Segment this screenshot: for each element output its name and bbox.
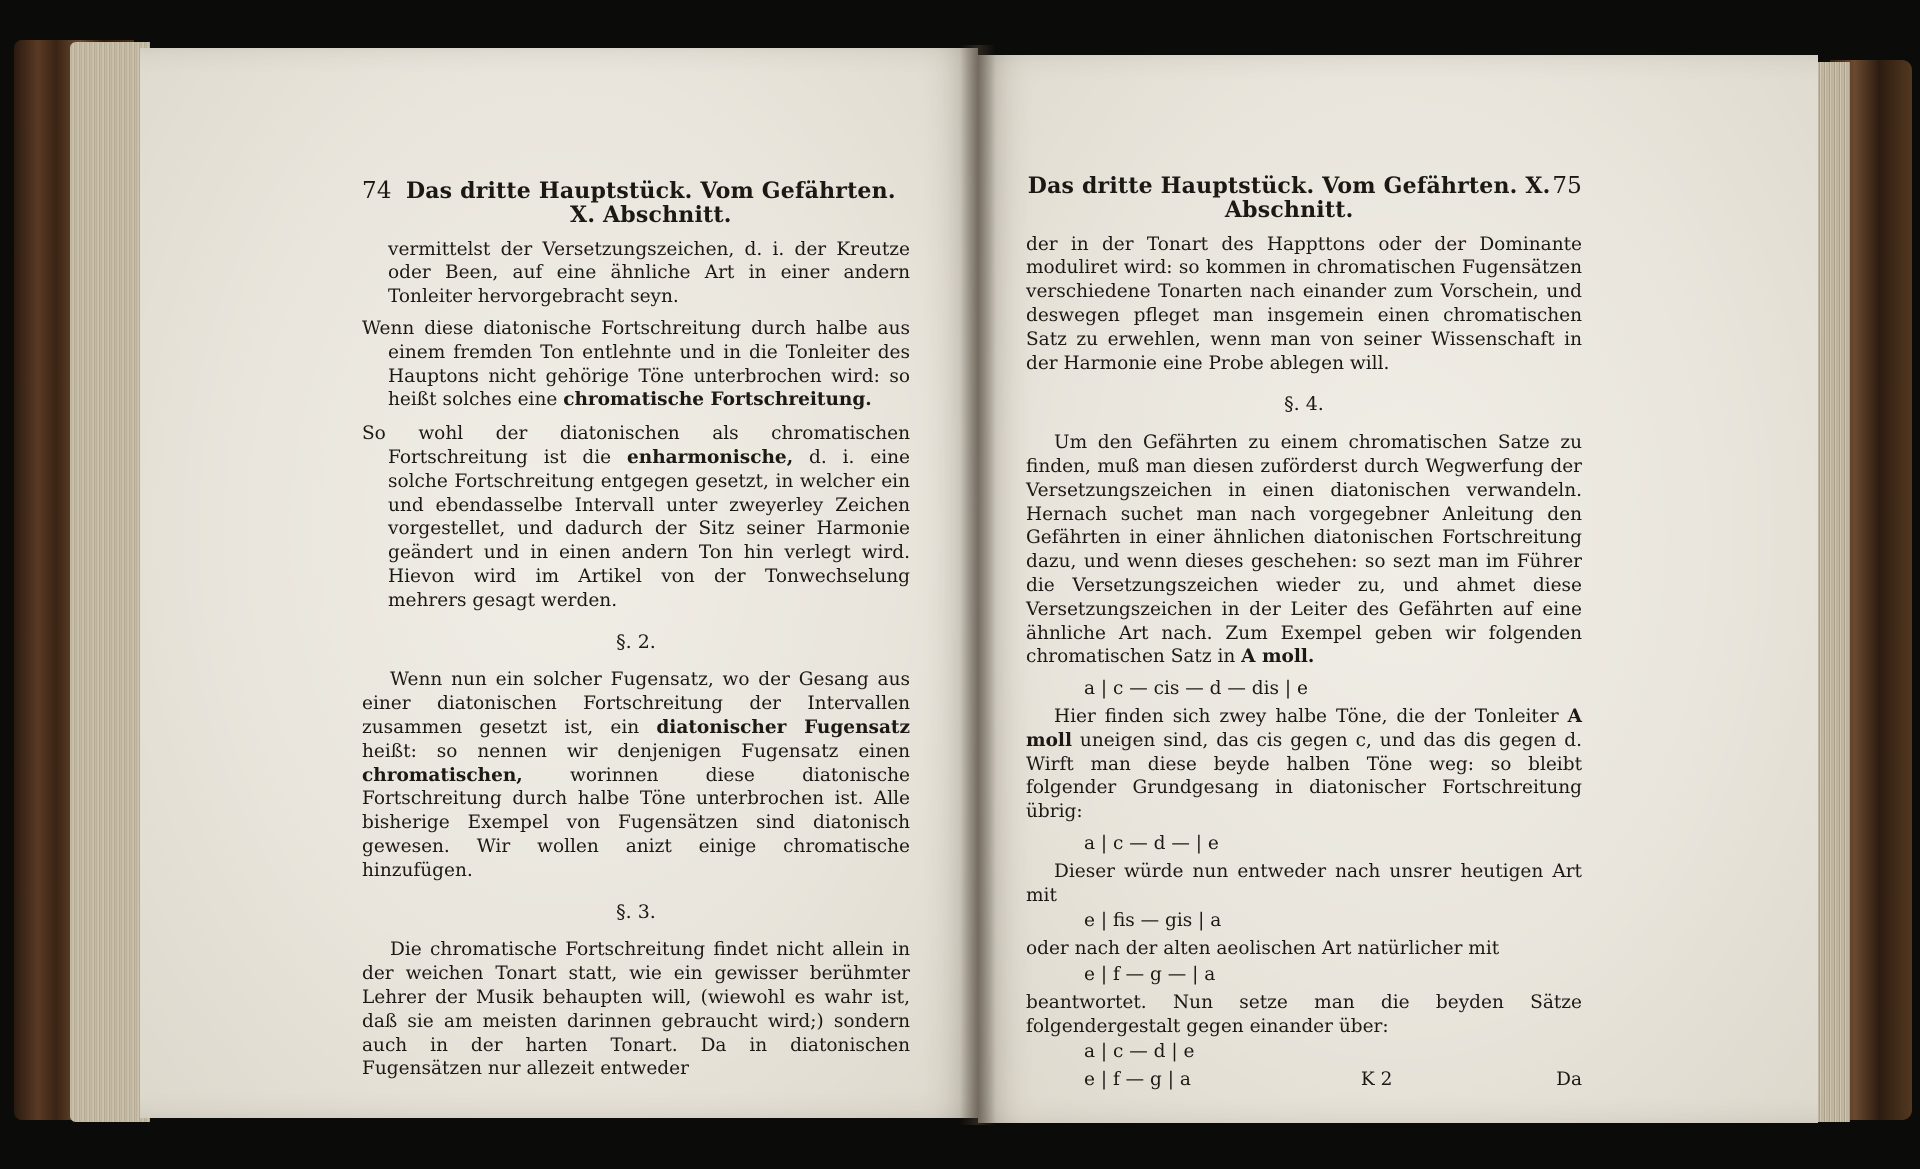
right-paragraph-2 (1026, 431, 1582, 669)
left-paragraph-5: Die chromatische Fortschreitung findet nicht allein in der weichen Tonart statt, wie ein gewisser berühmter Lehrer der Musik behaupten will, (wiewohl es wahr ist, daß sie am meisten darinnen gebraucht wird;) sondern auch in der harten Tonart. Da in diatonischen Fugensätzen nur allezeit entweder (362, 939, 910, 1080)
scale-example-3: e | fis — gis | a (1084, 910, 1222, 932)
scale-example-5: a | c — d | e (1084, 1041, 1195, 1063)
left-paragraph-4-text-b: heißt: so nennen wir denjenigen Fugensatz einen (362, 740, 910, 762)
catchword: Da (1556, 1069, 1582, 1091)
left-running-head (362, 180, 910, 228)
section-2-heading: §. 2. (616, 630, 656, 653)
left-page-text (362, 180, 910, 1089)
term-diatonischer-fugensatz: diatonischer Fugensatz (656, 716, 910, 738)
left-paragraph-2-text: Wenn diese diatonische Fortschreitung durch halbe aus einem fremden Ton entlehnte und in die Tonleiter des Hauptons nicht gehörige Töne unterbrochen wird: so heißt solches eine (362, 317, 910, 411)
left-page-number: 74 (362, 178, 392, 204)
left-paragraph-4 (362, 668, 910, 882)
scale-example-1: a | c — cis — d — dis | e (1084, 678, 1308, 700)
scale-example-6: e | f — g | a (1084, 1069, 1191, 1091)
term-a-moll-2: A moll (1026, 705, 1582, 751)
left-paragraph-4-text-a: Wenn nun ein solcher Fugensatz, wo der Gesang aus einer diatonischen Fortschreitung der Intervallen zusammen gesetzt ist, ein (362, 669, 910, 738)
left-paragraph-4-text-c: worinnen diese diatonische Fortschreitung durch halbe Töne unterbrochen ist. Alle bisherige Exempel von Fugensätzen sind diatonisch gewesen. Wir wollen anizt einige chromatische hinzufügen. (362, 764, 910, 881)
scale-example-4: e | f — g — | a (1084, 963, 1216, 985)
right-running-head-title: Das dritte Hauptstück. Vom Gefährten. X. Abschnitt. (1027, 173, 1551, 223)
left-page (140, 48, 978, 1118)
right-paragraph-3 (1026, 705, 1582, 824)
term-a-moll: A moll. (1241, 646, 1315, 668)
page-edges-left (70, 42, 150, 1122)
right-paragraph-6: beantwortet. Nun setze man die beyden Sätze folgendergestalt gegen einander über: (1026, 991, 1582, 1037)
scale-example-6-row (1026, 1068, 1582, 1092)
term-enharmonische: enharmonische, (627, 446, 794, 468)
right-paragraph-1: der in der Tonart des Happttons oder der Dominante moduliret wird: so kommen in chromatischen Fugensätzen verschiedene Tonarten nach einander zum Vorschein, und deswegen pfleget man insgemein einen chromatischen Satz zu erwehlen, wenn man von seiner Wissenschaft in der Harmonie eine Probe ablegen will. (1026, 233, 1582, 374)
scale-example-2: a | c — d — | e (1084, 832, 1219, 854)
right-page-text (1026, 175, 1582, 1094)
right-paragraph-3-text-b: uneigen sind, das cis gegen c, und das dis gegen d. Wirft man diese beyde halben Töne weg: so bleibt folgender Grundgesang in diatonischer Fortschreitung übrig: (1026, 729, 1582, 823)
right-page-number: 75 (1552, 173, 1582, 199)
right-paragraph-5: oder nach der alten aeolischen Art natürlicher mit (1026, 938, 1500, 960)
section-3-heading: §. 3. (616, 900, 656, 923)
term-chromatischen: chromatischen, (362, 764, 523, 786)
term-chromatische-fortschreitung: chromatische Fortschreitung. (563, 389, 872, 411)
right-paragraph-3-text-a: Hier finden sich zwey halbe Töne, die der Tonleiter (1054, 705, 1568, 727)
right-page (978, 55, 1818, 1123)
left-running-head-title: Das dritte Hauptstück. Vom Gefährten. X. Abschnitt. (405, 178, 896, 228)
book-gutter (960, 45, 996, 1125)
left-paragraph-3-text-a: So wohl der diatonischen als chromatischen Fortschreitung ist die (362, 423, 910, 468)
left-paragraph-2 (362, 317, 910, 412)
left-paragraph-1: vermittelst der Versetzungszeichen, d. i. der Kreutze oder Been, auf eine ähnliche Art in einer andern Tonleiter hervorgebracht seyn. (388, 238, 910, 308)
left-paragraph-3-text-b: d. i. eine solche Fortschreitung entgegen gesetzt, in welcher ein und ebendasselbe Intervall unter zweyerley Zeichen vorgestellet, und dadurch der Sitz seiner Harmonie geändert und in einen andern Ton hin verlegt wird. Hievon wird im Artikel von der Tonwechselung mehrers gesagt werden. (388, 446, 910, 611)
left-paragraph-3 (362, 422, 910, 612)
right-paragraph-4: Dieser würde nun entweder nach unsrer heutigen Art mit (1026, 860, 1582, 906)
right-paragraph-2-text: Um den Gefährten zu einem chromatischen Satze zu finden, muß man diesen zuförderst durch Wegwerfung der Versetzungszeichen in einen diatonischen verwandeln. Hernach suchet man nach vorgegebner Anleitung den Gefährten in einer ähnlichen diatonischen Fortschreitung dazu, und wenn dieses geschehen: so sezt man im Führer die Versetzungszeichen wieder zu, und ahmet diese Versetzungszeichen in der Leiter des Gefährten auf eine ähnliche Art nach. Zum Exempel geben wir folgenden chromatischen Satz in (1026, 432, 1582, 668)
right-running-head (1026, 175, 1582, 223)
section-4-heading: §. 4. (1284, 393, 1324, 416)
signature-mark: K 2 (1360, 1069, 1393, 1091)
